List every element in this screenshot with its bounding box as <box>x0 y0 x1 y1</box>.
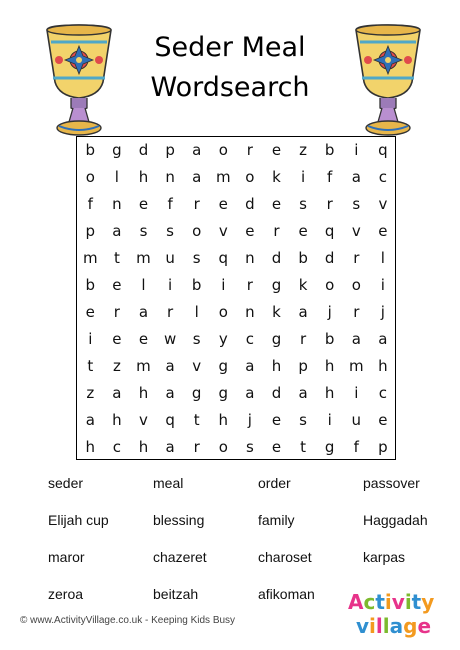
grid-row <box>77 407 395 434</box>
grid-letter: v <box>192 357 202 375</box>
wordsearch-grid <box>76 136 396 460</box>
grid-letter: c <box>378 384 388 402</box>
grid-letter: h <box>218 411 229 429</box>
grid-letter: g <box>218 384 229 402</box>
grid-letter: a <box>85 411 95 429</box>
grid-row <box>77 191 395 218</box>
grid-letter: h <box>138 168 149 186</box>
grid-letter: z <box>112 357 121 375</box>
word-list-item: Haggadah <box>363 512 428 528</box>
grid-letter: d <box>271 384 282 402</box>
grid-letter: e <box>298 222 308 240</box>
grid-letter: q <box>324 222 335 240</box>
grid-letter: d <box>324 249 335 267</box>
grid-letter: s <box>192 249 201 267</box>
grid-letter: e <box>138 195 149 213</box>
grid-letter: b <box>324 141 335 159</box>
grid-letter: a <box>351 168 361 186</box>
grid-letter: a <box>165 384 175 402</box>
grid-letter: g <box>218 357 229 375</box>
grid-letter: i <box>88 330 93 348</box>
grid-letter: e <box>245 222 255 240</box>
grid-letter: a <box>298 384 308 402</box>
grid-letter: f <box>353 438 359 456</box>
grid-letter: n <box>165 168 175 186</box>
grid-letter: f <box>327 168 333 186</box>
grid-letter: r <box>353 303 360 321</box>
grid-letter: a <box>165 357 175 375</box>
grid-letter: r <box>113 303 120 321</box>
grid-letter: n <box>245 249 255 267</box>
word-list-item: seder <box>48 475 84 491</box>
grid-letter: a <box>112 384 122 402</box>
grid-letter: i <box>380 276 385 294</box>
grid-letter: a <box>378 330 388 348</box>
grid-letter: s <box>245 438 254 456</box>
word-list-item: karpas <box>363 549 406 565</box>
grid-letter: t <box>300 438 307 456</box>
grid-letter: a <box>245 357 255 375</box>
grid-row <box>77 380 395 407</box>
grid-letter: e <box>378 222 388 240</box>
grid-row <box>77 326 395 353</box>
grid-letter: q <box>165 411 175 429</box>
grid-letter: g <box>191 384 202 402</box>
grid-row <box>77 272 395 299</box>
grid-letter: m <box>136 249 151 267</box>
word-list-item: chazeret <box>153 549 207 565</box>
grid-letter: k <box>298 276 308 294</box>
grid-letter: t <box>113 249 120 267</box>
grid-letter: e <box>138 330 149 348</box>
word-list-item: family <box>258 512 295 528</box>
grid-letter: h <box>324 384 335 402</box>
grid-letter: g <box>271 276 282 294</box>
grid-letter: a <box>165 438 175 456</box>
grid-letter: r <box>246 276 253 294</box>
grid-letter: m <box>136 357 151 375</box>
grid-letter: h <box>138 438 149 456</box>
word-list-item: blessing <box>153 512 205 528</box>
grid-letter: u <box>351 411 362 429</box>
grid-letter: j <box>327 303 332 321</box>
grid-letter: m <box>215 168 231 186</box>
grid-letter: f <box>167 195 173 213</box>
grid-letter: h <box>324 357 335 375</box>
grid-letter: p <box>378 438 388 456</box>
grid-letter: e <box>218 195 228 213</box>
goblet-right-icon <box>352 22 424 140</box>
grid-letter: n <box>245 303 255 321</box>
grid-letter: b <box>191 276 202 294</box>
grid-letter: a <box>112 222 122 240</box>
grid-letter: o <box>325 276 335 294</box>
grid-letter: v <box>351 222 361 240</box>
grid-letter: h <box>378 357 388 375</box>
grid-letter: p <box>85 222 96 240</box>
grid-letter: z <box>299 141 308 159</box>
page-title-line2: Wordsearch <box>150 72 310 103</box>
word-list-item: order <box>258 475 291 491</box>
grid-letter: h <box>85 438 96 456</box>
grid-letter: i <box>354 384 359 402</box>
grid-letter: s <box>352 195 361 213</box>
grid-letter: y <box>218 330 228 348</box>
grid-letter: q <box>378 141 388 159</box>
grid-letter: b <box>85 141 96 159</box>
word-list-item: charoset <box>258 549 312 565</box>
word-list-item: afikoman <box>258 586 315 602</box>
grid-letter: d <box>245 195 255 213</box>
grid-letter: r <box>273 222 280 240</box>
grid-row <box>77 353 395 380</box>
grid-row <box>77 137 395 164</box>
grid-letter: e <box>271 438 282 456</box>
grid-letter: h <box>271 357 282 375</box>
grid-letter: s <box>166 222 174 240</box>
grid-letter: r <box>353 249 360 267</box>
grid-letter: v <box>378 195 388 213</box>
grid-letter: r <box>167 303 174 321</box>
word-list-item: beitzah <box>153 586 199 602</box>
page-title-line1: Seder Meal <box>154 32 306 63</box>
grid-letter: l <box>141 276 146 294</box>
grid-letter: b <box>85 276 96 294</box>
grid-letter: r <box>246 141 253 159</box>
grid-letter: j <box>380 303 385 321</box>
grid-letter: i <box>168 276 173 294</box>
goblet-left-icon <box>43 22 115 140</box>
grid-row <box>77 218 395 245</box>
grid-row <box>77 299 395 326</box>
grid-letter: c <box>245 330 255 348</box>
grid-letter: j <box>247 411 252 429</box>
grid-letter: c <box>378 168 388 186</box>
grid-letter: q <box>218 249 229 267</box>
grid-letter: s <box>139 222 148 240</box>
grid-letter: b <box>324 330 335 348</box>
grid-letter: e <box>85 303 95 321</box>
grid-letter: s <box>192 330 201 348</box>
grid-letter: r <box>193 195 200 213</box>
word-list-item: zeroa <box>48 586 84 602</box>
grid-letter: i <box>327 411 332 429</box>
grid-letter: a <box>298 303 308 321</box>
grid-letter: s <box>299 195 307 213</box>
grid-letter: o <box>351 276 361 294</box>
grid-letter: l <box>380 249 385 267</box>
grid-letter: g <box>324 438 335 456</box>
grid-letter: a <box>192 141 202 159</box>
grid-letter: s <box>299 411 307 429</box>
grid-letter: l <box>114 168 119 186</box>
grid-letter: i <box>301 168 306 186</box>
grid-letter: i <box>354 141 359 159</box>
grid-letter: v <box>139 411 148 429</box>
grid-letter: b <box>298 249 308 267</box>
svg-text:village: village <box>356 614 432 638</box>
word-list-item: maror <box>48 549 85 565</box>
grid-row <box>77 434 395 461</box>
activity-village-logo <box>340 585 450 645</box>
word-list-item: Elijah cup <box>48 512 109 528</box>
word-list-item: meal <box>153 475 184 491</box>
grid-letter: a <box>138 303 149 321</box>
grid-letter: g <box>112 141 122 159</box>
svg-text:Activity: Activity <box>348 590 435 614</box>
grid-letter: e <box>271 411 282 429</box>
grid-letter: k <box>272 303 281 321</box>
grid-letter: t <box>87 357 94 375</box>
grid-letter: o <box>218 141 228 159</box>
grid-letter: v <box>218 222 228 240</box>
grid-letter: a <box>245 384 255 402</box>
grid-letter: o <box>245 168 255 186</box>
grid-letter: h <box>138 384 149 402</box>
grid-letter: m <box>348 357 364 375</box>
grid-letter: h <box>112 411 122 429</box>
grid-letter: e <box>271 195 282 213</box>
grid-letter: d <box>271 249 282 267</box>
grid-letter: e <box>271 141 282 159</box>
grid-letter: o <box>192 222 202 240</box>
grid-letter: d <box>138 141 149 159</box>
grid-letter: o <box>218 438 228 456</box>
grid-letter: r <box>300 330 307 348</box>
grid-letter: i <box>221 276 226 294</box>
grid-letter: a <box>351 330 361 348</box>
grid-letter: f <box>87 195 93 213</box>
grid-letter: p <box>298 357 308 375</box>
grid-letter: p <box>165 141 175 159</box>
grid-letter: e <box>112 330 122 348</box>
grid-letter: g <box>271 330 282 348</box>
grid-letter: e <box>112 276 122 294</box>
grid-row <box>77 164 395 191</box>
grid-letter: o <box>85 168 95 186</box>
footer-copyright: © www.ActivityVillage.co.uk - Keeping Kids Busy <box>20 615 236 626</box>
grid-letter: n <box>112 195 122 213</box>
grid-letter: t <box>193 411 200 429</box>
grid-letter: k <box>272 168 281 186</box>
grid-letter: r <box>326 195 333 213</box>
grid-letter: l <box>194 303 199 321</box>
grid-letter: o <box>218 303 228 321</box>
grid-letter: w <box>163 330 177 348</box>
grid-letter: e <box>378 411 388 429</box>
word-list-item: passover <box>363 475 420 491</box>
grid-letter: a <box>192 168 202 186</box>
grid-letter: z <box>86 384 95 402</box>
grid-letter: r <box>193 438 200 456</box>
grid-letter: c <box>112 438 122 456</box>
grid-letter: u <box>165 249 175 267</box>
grid-row <box>77 245 395 272</box>
grid-letter: m <box>82 249 98 267</box>
